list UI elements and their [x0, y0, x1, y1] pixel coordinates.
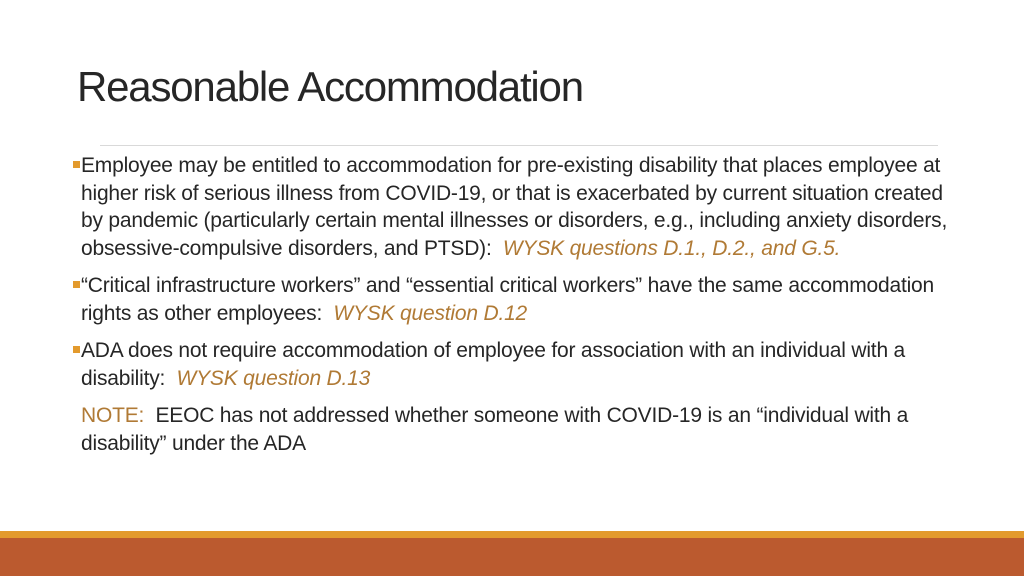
slide-title: Reasonable Accommodation	[77, 63, 583, 110]
note-text: EEOC has not addressed whether someone with COVID-19 is an “individual with a disability” under the ADA	[81, 404, 909, 455]
note-label: NOTE:	[81, 404, 145, 427]
footer-bar	[0, 538, 1024, 576]
note-paragraph	[73, 402, 953, 457]
bullet-text: Employee may be entitled to accommodation for pre-existing disability that places employee at higher risk of serious illness from COVID-19, or that is exacerbated by current situation created by pandemic (particularly certain mental illnesses or disorders, e.g., including anxiety disorders, obsessive-compulsive disorders, and PTSD):	[81, 154, 948, 260]
title-divider	[100, 145, 938, 146]
square-bullet-icon	[73, 346, 80, 353]
bullet-item-1	[73, 152, 953, 262]
square-bullet-icon	[73, 161, 80, 168]
square-bullet-icon	[73, 281, 80, 288]
wysk-reference: WYSK question D.12	[333, 301, 528, 325]
wysk-reference: WYSK questions D.1., D.2., and G.5.	[502, 236, 841, 260]
wysk-reference: WYSK question D.13	[176, 366, 371, 390]
slide-body	[73, 152, 953, 457]
footer-accent-stripe	[0, 531, 1024, 538]
bullet-text: “Critical infrastructure workers” and “essential critical workers” have the same accommodation rights as other employees:	[81, 274, 934, 325]
bullet-item-3	[73, 337, 953, 392]
bullet-item-2	[73, 272, 953, 327]
bullet-text: ADA does not require accommodation of employee for association with an individual with a disability:	[81, 339, 906, 390]
